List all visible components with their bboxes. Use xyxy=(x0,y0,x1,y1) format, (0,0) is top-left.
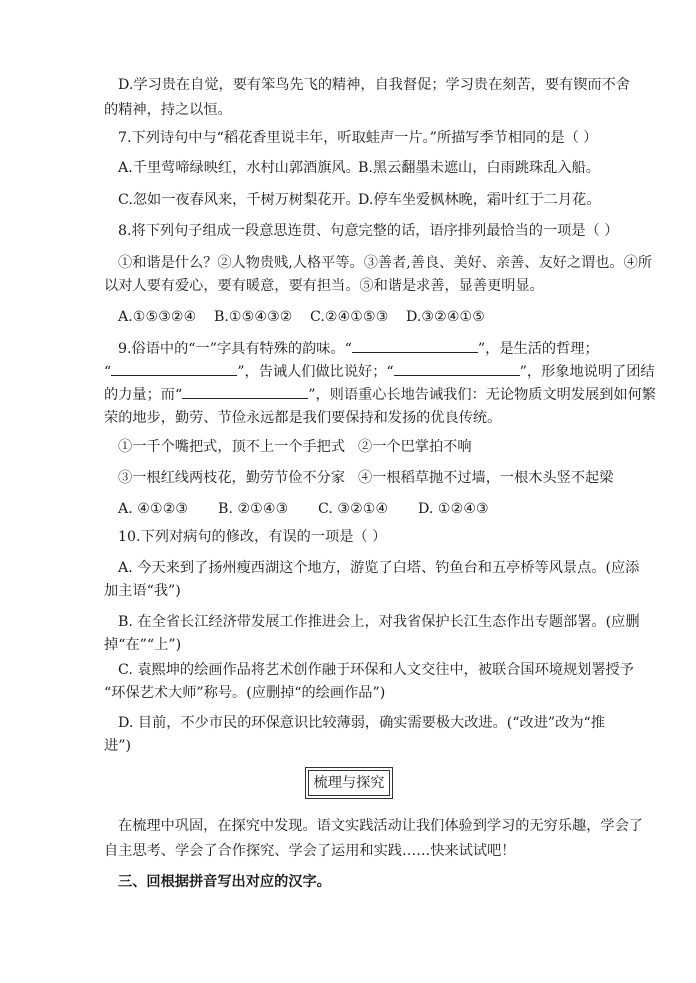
q9-blank-1 xyxy=(352,338,478,353)
q10-option-b-line2: 掉“在”“上”) xyxy=(104,637,182,653)
q10-option-a-line2: 加主语“我”) xyxy=(104,583,181,599)
q7-options-row1 xyxy=(118,157,600,180)
q7-option-d: D.停车坐爱枫林晚，霜叶红于二月花。 xyxy=(358,192,601,208)
q7-option-c: C.忽如一夜春风来，千树万树梨花开。 xyxy=(118,192,360,208)
section-title-box: 梳理与探究 xyxy=(308,770,390,796)
q9-blank-2 xyxy=(111,361,237,376)
q9-items-row1 xyxy=(118,436,596,459)
q9-option-a: A. ④①②③ xyxy=(118,501,189,517)
q10-option-b-line1: B. 在全省长江经济带发展工作推进会上，对我省保护长江生态作出专题部署。(应删 xyxy=(118,614,640,630)
q9-blank-3 xyxy=(394,361,520,376)
q8-option-d: D.③②④①⑤ xyxy=(406,309,485,325)
q9-option-d: D. ①②④③ xyxy=(418,501,489,517)
q9-line2-text-a: “ xyxy=(104,364,112,380)
q6-option-d-line1: D.学习贵在自觉，要有笨鸟先飞的精神，自我督促；学习贵在刻苦，要有锲而不舍 xyxy=(118,77,630,93)
q7-stem: 7.下列诗句中与“稻花香里说丰年，听取蛙声一片。”所描写季节相同的是（ ） xyxy=(118,130,598,146)
q9-items-row2 xyxy=(118,467,614,490)
q9-item-3: ③一根红线两枝花，勤劳节俭不分家 xyxy=(118,470,346,486)
q9-line2-text-b: ”，告诫人们做比说好；“ xyxy=(237,364,394,380)
q8-text-line2: 以对人要有爱心，要有暖意，要有担当。⑤和谐是求善，显善更明显。 xyxy=(104,278,544,294)
q9-line2 xyxy=(104,361,655,384)
q8-option-c: C.②④①⑤③ xyxy=(310,309,389,325)
q9-line3 xyxy=(104,384,656,407)
q7-option-b: B.黑云翻墨未遮山，白雨跳珠乱入船。 xyxy=(358,160,600,176)
q9-option-c: C. ③②①④ xyxy=(318,501,389,517)
q9-item-1: ①一千个嘴把式，顶不上一个手把式 xyxy=(118,439,346,455)
q9-line4: 荣的地步，勤劳、节俭永远都是我们要保持和发扬的优良传统。 xyxy=(104,410,502,426)
q8-options xyxy=(118,306,596,329)
q9-line3-text-a: 的力量；而“ xyxy=(104,387,183,403)
q7-option-a: A.千里莺啼绿映红，水村山郭酒旗风。 xyxy=(118,160,360,176)
q10-option-d-line1: D. 目前，不少市民的环保意识比较薄弱，确实需要极大改进。(“改进”改为“推 xyxy=(118,715,605,731)
q9-line1-text-b: ”，是生活的哲理； xyxy=(477,341,599,357)
q9-line2-text-c: ”，形象地说明了团结 xyxy=(519,364,655,380)
section-intro-line1: 在梳理中巩固，在探究中发现。语文实践活动让我们体验到学习的无穷乐趣，学会了 xyxy=(118,818,643,834)
q9-blank-4 xyxy=(182,384,308,399)
q9-item-2: ②一个巴掌拍不响 xyxy=(358,439,472,455)
q9-item-4: ④一根稻草抛不过墙，一根木头竖不起梁 xyxy=(358,470,614,486)
q9-line1-text-a: 9.俗语中的“一”字具有特殊的韵味。“ xyxy=(118,341,352,357)
q9-option-b: B. ②①④③ xyxy=(218,501,289,517)
q10-option-a-line1: A. 今天来到了扬州瘦西湖这个地方，游览了白塔、钓鱼台和五亭桥等风景点。(应添 xyxy=(118,560,640,576)
q8-option-b: B.①⑤④③② xyxy=(214,309,293,325)
q9-options xyxy=(118,498,596,521)
q6-option-d-line2: 的精神，持之以恒。 xyxy=(104,102,232,118)
q10-option-c-line1: C. 袁熙坤的绘画作品将艺术创作融于环保和人文交往中，被联合国环境规划署授予 xyxy=(118,662,634,678)
q7-options-row2 xyxy=(118,189,601,212)
q10-stem: 10.下列对病句的修改，有误的一项是（ ） xyxy=(118,529,387,545)
q10-option-c-line2: “环保艺术大师”称号。(应删掉“的绘画作品”) xyxy=(104,685,386,701)
q8-text-line1: ①和谐是什么？②人物贵贱,人格平等。③善者,善良、美好、亲善、友好之谓也。④所 xyxy=(118,255,652,271)
q9-line3-text-b: ”，则语重心长地告诫我们：无论物质文明发展到如何繁 xyxy=(308,387,656,403)
q10-option-d-line2: 进”) xyxy=(104,738,131,754)
q9-line1 xyxy=(118,338,599,361)
part3-heading: 三、回根据拼音写出对应的汉字。 xyxy=(118,874,331,890)
q8-option-a: A.①⑤③②④ xyxy=(118,309,197,325)
q8-stem: 8.将下列句子组成一段意思连贯、句意完整的话，语序排列最恰当的一项是（ ） xyxy=(118,223,619,239)
section-intro-line2: 自主思考、学会了合作探究、学会了运用和实践……快来试试吧！ xyxy=(104,843,516,859)
